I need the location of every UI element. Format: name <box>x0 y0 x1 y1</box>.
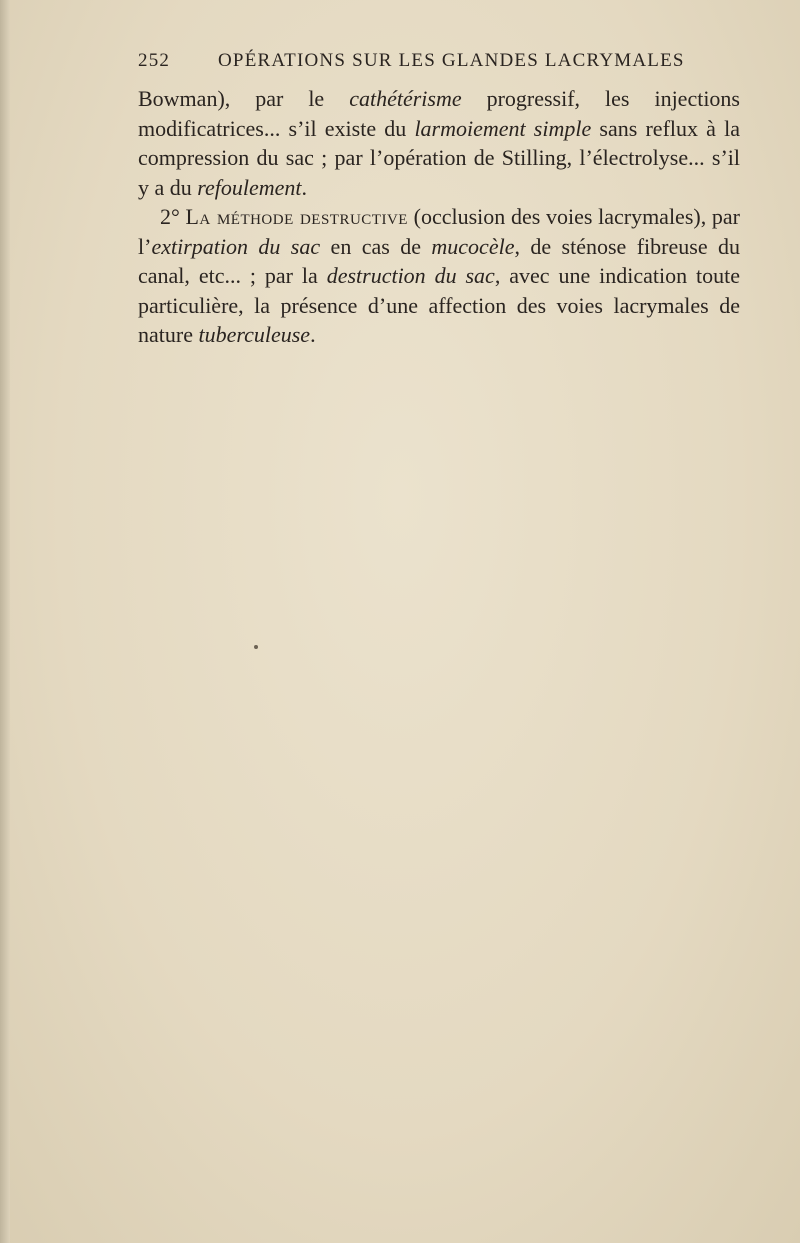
body-text <box>138 84 740 350</box>
text-run: Bowman), par le <box>138 86 350 111</box>
text-run: (occlusion des voies lacrymales), par l’ <box>138 204 740 259</box>
paragraph-2 <box>138 202 740 350</box>
italic-term: tuberculeuse <box>198 322 311 347</box>
text-run: , avec une indication toute particulière, la présence d’une affection des voies lacrymales de nature <box>138 263 740 347</box>
page-spine-shadow <box>0 0 10 1243</box>
italic-term: extirpation du sac <box>151 233 321 259</box>
ink-speck <box>254 645 258 649</box>
page-number: 252 <box>138 50 171 71</box>
text-run: . <box>310 322 316 347</box>
italic-term: refoulement <box>197 174 302 200</box>
italic-term: larmoiement simple <box>414 115 592 141</box>
text-run: 2° <box>160 204 186 229</box>
running-title: OPÉRATIONS SUR LES GLANDES LACRYMALES <box>218 50 685 71</box>
text-run: . <box>301 174 308 200</box>
page-header <box>138 50 698 78</box>
text-run: sans reflux à la compression du sac ; par l’opération de Stilling, l’électrolyse... s’il y a du <box>138 115 740 200</box>
italic-term: destruction du sac <box>326 263 495 288</box>
text-run: , de sténose fibreuse du canal, etc... ; par la <box>138 233 740 288</box>
text-run: en cas de <box>320 233 432 259</box>
italic-term: cathétérisme <box>349 86 462 111</box>
italic-term: mucocèle <box>431 233 515 259</box>
text-run: progressif, les injections modificatrices... s’il existe du <box>138 86 740 141</box>
smallcaps-heading: La méthode destructive <box>185 204 408 229</box>
paragraph-1 <box>138 84 740 202</box>
